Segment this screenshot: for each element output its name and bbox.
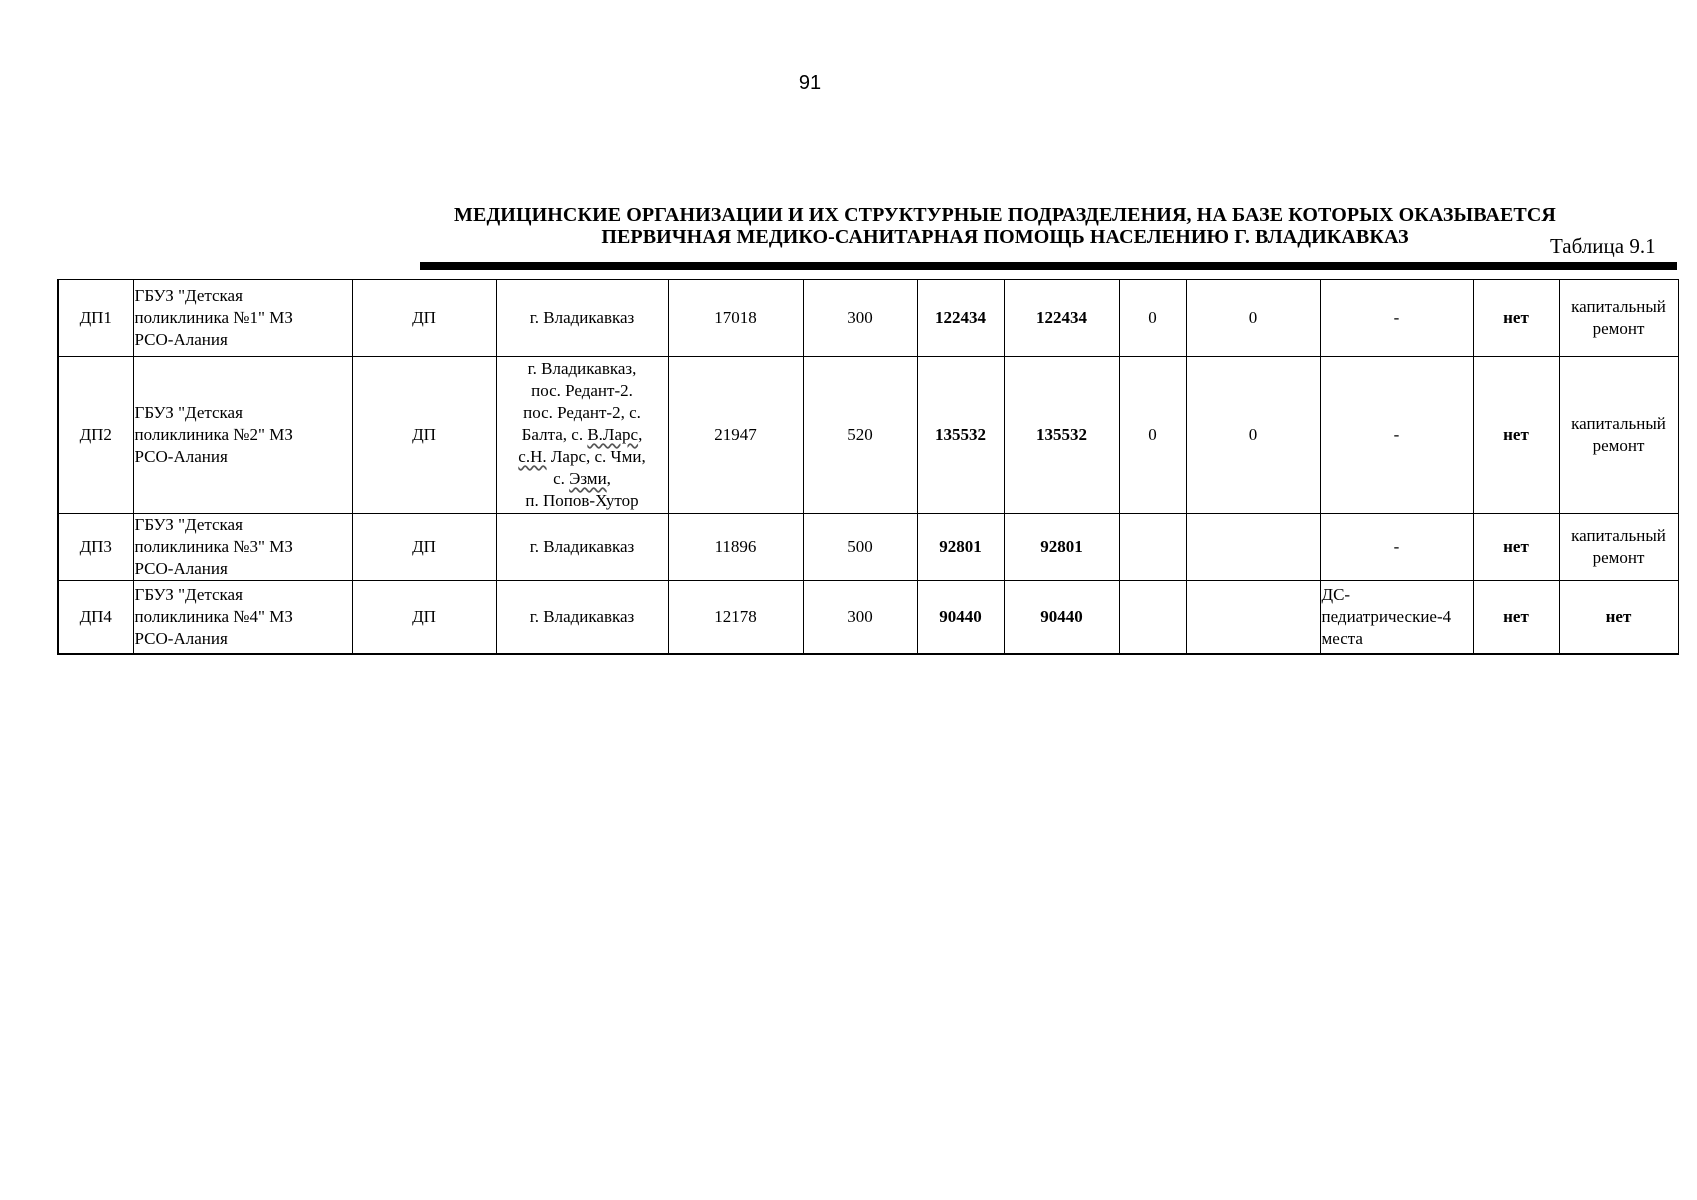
cell-value-6 <box>1186 581 1320 655</box>
cell-day-hospital <box>1320 581 1473 655</box>
cell-value-2: 500 <box>803 514 917 581</box>
cell-type: ДП <box>352 514 496 581</box>
name-line: РСО-Алания <box>134 447 228 466</box>
cell-value-5 <box>1119 514 1186 581</box>
needs-line: ремонт <box>1592 319 1645 338</box>
name-line: поликлиника №2" МЗ <box>134 425 293 444</box>
needs-line: нет <box>1605 607 1632 626</box>
cell-flag: нет <box>1473 581 1559 655</box>
cell-location <box>496 514 668 581</box>
cell-value-6 <box>1186 514 1320 581</box>
day-hospital-line: места <box>1321 629 1363 648</box>
cell-code: ДП3 <box>58 514 133 581</box>
cell-value-2: 300 <box>803 280 917 357</box>
cell-value-1: 17018 <box>668 280 803 357</box>
name-line: ГБУЗ "Детская <box>134 403 243 422</box>
cell-value-6: 0 <box>1186 280 1320 357</box>
cell-flag: нет <box>1473 357 1559 514</box>
name-line: поликлиника №4" МЗ <box>134 607 293 626</box>
cell-type: ДП <box>352 581 496 655</box>
location-line: п. Попов-Хутор <box>525 491 639 510</box>
location-line: пос. Редант-2. <box>531 381 633 400</box>
name-line: ГБУЗ "Детская <box>134 515 243 534</box>
location-line: пос. Редант-2, с. <box>523 403 641 422</box>
cell-value-6: 0 <box>1186 357 1320 514</box>
location-fragment: , <box>638 425 643 444</box>
cell-organization-name <box>133 280 352 357</box>
location-fragment: Ларс, с. Чми, <box>546 447 646 466</box>
cell-value-4: 122434 <box>1004 280 1119 357</box>
location-line: г. Владикавказ, <box>527 359 637 378</box>
cell-value-4: 90440 <box>1004 581 1119 655</box>
needs-line: капитальный <box>1571 526 1666 545</box>
location-fragment: с. <box>553 469 570 488</box>
needs-line: ремонт <box>1592 548 1645 567</box>
cell-needs <box>1559 581 1678 655</box>
location-fragment: Балта, с. <box>521 425 588 444</box>
location-fragment: В.Ларс <box>587 425 639 444</box>
cell-code: ДП1 <box>58 280 133 357</box>
table-number-label: Таблица 9.1 <box>1550 234 1656 258</box>
medical-organizations-table <box>57 279 1679 655</box>
cell-location <box>496 280 668 357</box>
location-line: г. Владикавказ <box>529 607 635 626</box>
location-line <box>498 446 667 468</box>
cell-value-3: 90440 <box>917 581 1004 655</box>
name-line: поликлиника №1" МЗ <box>134 308 293 327</box>
document-title-line-1: МЕДИЦИНСКИЕ ОРГАНИЗАЦИИ И ИХ СТРУКТУРНЫЕ ПОДРАЗДЕЛЕНИЯ, НА БАЗЕ КОТОРЫХ ОКАЗЫВАЕТСЯ <box>454 204 1556 226</box>
table-row <box>58 581 1678 655</box>
table-row <box>58 357 1678 514</box>
name-line: РСО-Алания <box>134 629 228 648</box>
page-number: 91 <box>798 72 822 94</box>
cell-value-2: 300 <box>803 581 917 655</box>
needs-line: капитальный <box>1571 414 1666 433</box>
needs-line: капитальный <box>1571 297 1666 316</box>
cell-day-hospital <box>1320 280 1473 357</box>
cell-type: ДП <box>352 280 496 357</box>
cell-value-4: 135532 <box>1004 357 1119 514</box>
location-fragment: с.Н. <box>518 447 547 466</box>
cell-needs <box>1559 514 1678 581</box>
cell-value-2: 520 <box>803 357 917 514</box>
cell-location <box>496 581 668 655</box>
name-line: РСО-Алания <box>134 330 228 349</box>
location-fragment: , <box>606 469 611 488</box>
name-line: РСО-Алания <box>134 559 228 578</box>
cell-needs <box>1559 357 1678 514</box>
document-title-line-2: ПЕРВИЧНАЯ МЕДИКО-САНИТАРНАЯ ПОМОЩЬ НАСЕЛЕНИЮ Г. ВЛАДИКАВКАЗ <box>601 226 1409 248</box>
location-line <box>498 424 667 446</box>
day-hospital-line: - <box>1393 537 1400 556</box>
cell-flag: нет <box>1473 514 1559 581</box>
location-line: г. Владикавказ <box>529 537 635 556</box>
location-line: г. Владикавказ <box>529 308 635 327</box>
document-title <box>405 204 1605 248</box>
header-divider <box>420 262 1677 270</box>
cell-flag: нет <box>1473 280 1559 357</box>
day-hospital-line: - <box>1393 425 1400 444</box>
cell-day-hospital <box>1320 357 1473 514</box>
cell-value-1: 21947 <box>668 357 803 514</box>
cell-value-4: 92801 <box>1004 514 1119 581</box>
cell-code: ДП4 <box>58 581 133 655</box>
day-hospital-line: педиатрические-4 <box>1321 607 1452 626</box>
day-hospital-line: - <box>1393 308 1400 327</box>
cell-code: ДП2 <box>58 357 133 514</box>
name-line: ГБУЗ "Детская <box>134 286 243 305</box>
cell-value-3: 135532 <box>917 357 1004 514</box>
cell-value-3: 92801 <box>917 514 1004 581</box>
cell-location <box>496 357 668 514</box>
table-row <box>58 280 1678 357</box>
needs-line: ремонт <box>1592 436 1645 455</box>
cell-type: ДП <box>352 357 496 514</box>
name-line: поликлиника №3" МЗ <box>134 537 293 556</box>
location-fragment: Эзми <box>569 469 607 488</box>
table-row <box>58 514 1678 581</box>
cell-organization-name <box>133 357 352 514</box>
cell-value-3: 122434 <box>917 280 1004 357</box>
cell-day-hospital <box>1320 514 1473 581</box>
cell-value-5: 0 <box>1119 280 1186 357</box>
cell-value-5: 0 <box>1119 357 1186 514</box>
cell-organization-name <box>133 514 352 581</box>
cell-value-1: 11896 <box>668 514 803 581</box>
cell-value-1: 12178 <box>668 581 803 655</box>
cell-value-5 <box>1119 581 1186 655</box>
location-line <box>498 468 667 490</box>
cell-organization-name <box>133 581 352 655</box>
day-hospital-line: ДС- <box>1321 585 1351 604</box>
name-line: ГБУЗ "Детская <box>134 585 243 604</box>
cell-needs <box>1559 280 1678 357</box>
